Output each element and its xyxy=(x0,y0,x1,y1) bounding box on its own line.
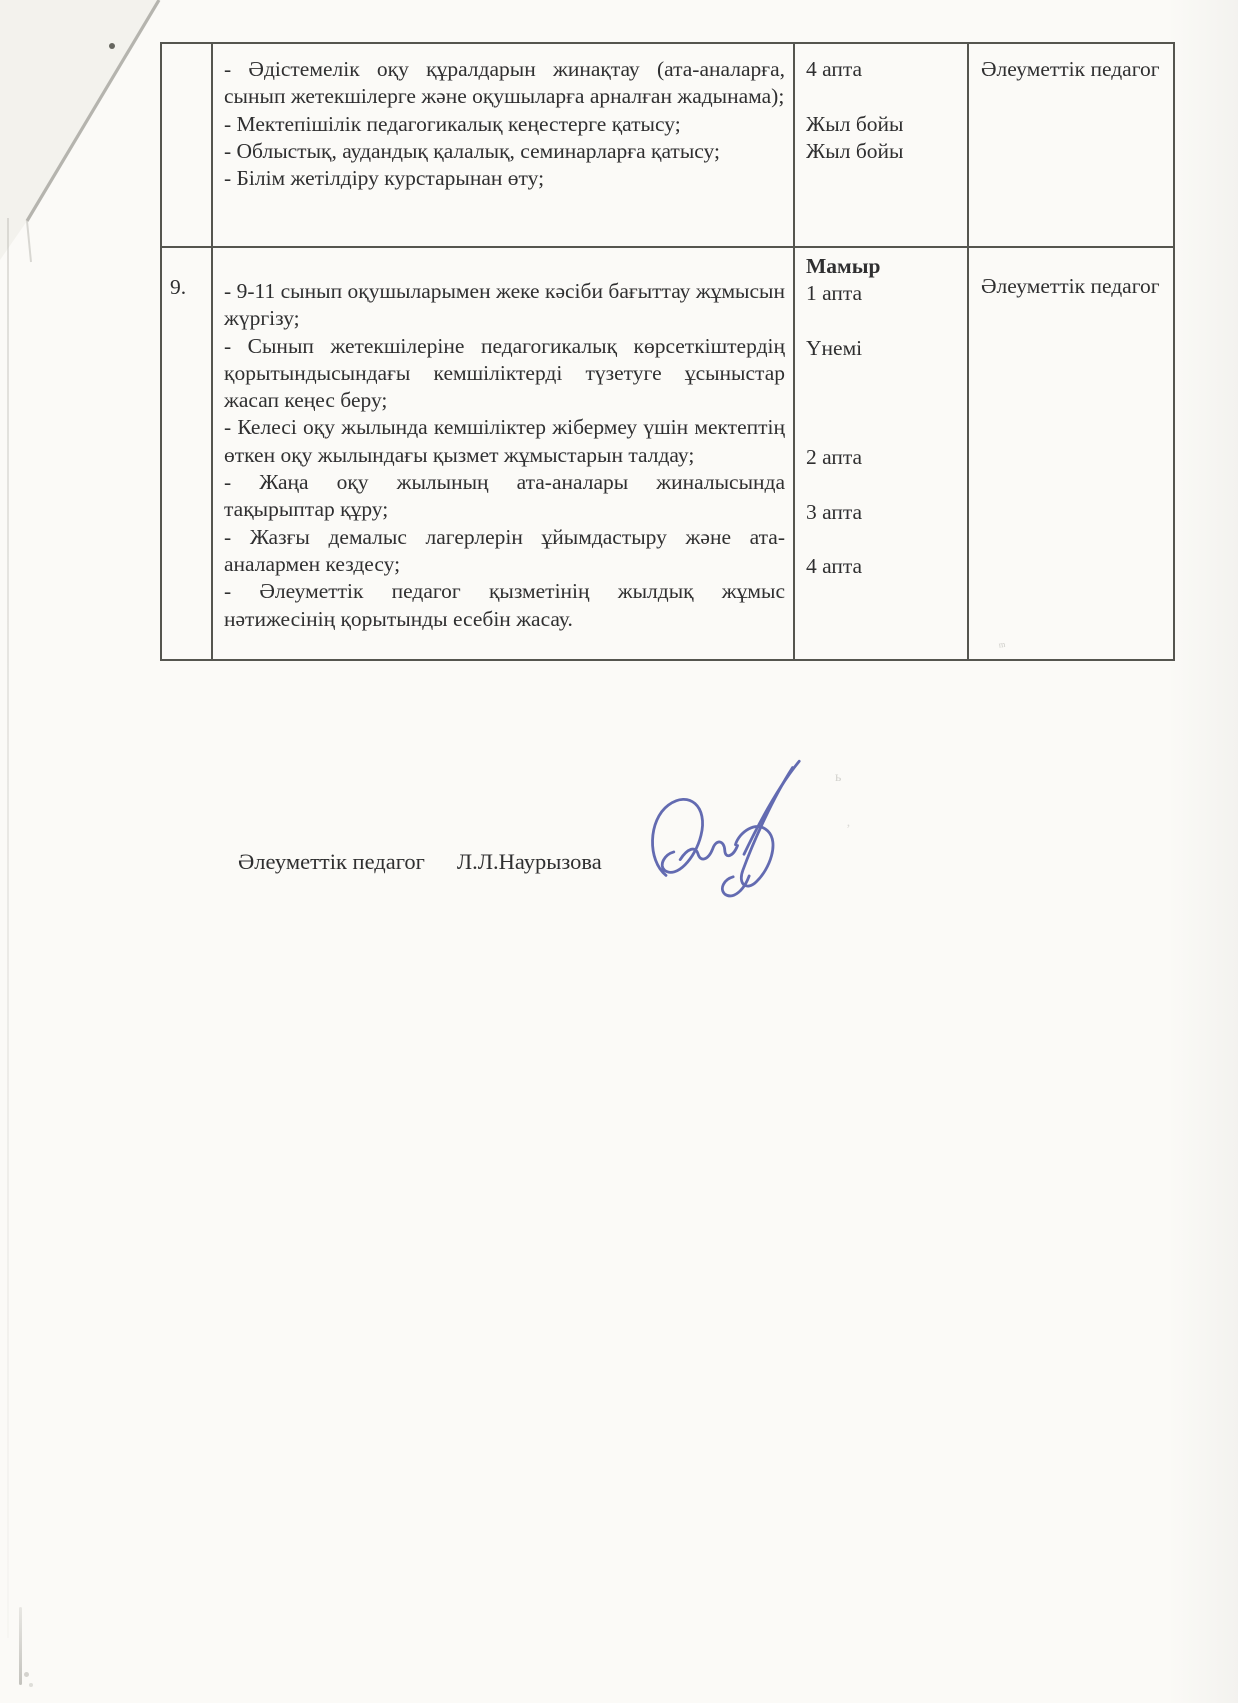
period-entry: 4 апта xyxy=(806,554,863,579)
period-entry: Жыл бойы xyxy=(806,111,904,136)
period-entry: 4 апта xyxy=(806,57,863,81)
responsible-cell xyxy=(968,43,1174,247)
activities-cell xyxy=(212,43,794,247)
pencil-mark: ь xyxy=(835,770,842,785)
scan-speck xyxy=(29,1683,33,1687)
period-list xyxy=(795,44,967,246)
period-entry xyxy=(806,526,963,553)
pencil-mark: ᵐ xyxy=(997,639,1007,656)
responsible-cell xyxy=(968,247,1174,660)
signature-block xyxy=(238,848,602,876)
period-entries xyxy=(806,56,963,165)
period-list xyxy=(795,248,967,659)
activity-item: - Әдістемелік оқу құралдарын жинақтау (ата-аналарға, сынып жетекшілерге және оқушыларға арналған жадынама); xyxy=(224,57,785,109)
period-entry xyxy=(806,362,963,389)
activities-list xyxy=(213,248,793,659)
period-entry xyxy=(806,83,963,110)
signature-name: Л.Л.Наурызова xyxy=(456,849,602,874)
activity-item: - Жаңа оқу жылының ата-аналары жиналысында тақырыптар құру; xyxy=(224,470,785,522)
work-plan-table xyxy=(160,42,1175,661)
period-entry: Жыл бойы xyxy=(806,138,904,163)
period-entry xyxy=(806,389,963,416)
row-number: 9. xyxy=(170,275,187,299)
activity-item: - Мектепішілік педагогикалық кеңестерге қатысу; xyxy=(224,111,681,136)
period-entry: 3 апта xyxy=(806,499,863,524)
scan-edge-shadow xyxy=(1168,0,1238,1703)
period-month-heading: Мамыр xyxy=(806,254,881,278)
activity-item: - Әлеуметтік педагог қызметінің жылдық жұмыс нәтижесінің қорытынды есебін жасау. xyxy=(224,579,785,631)
page-edge-artifact xyxy=(7,218,9,1638)
row-number-cell xyxy=(161,43,212,247)
activity-item: - 9-11 сынып оқушыларымен жеке кәсіби бағыттау жұмысын жүргізу; xyxy=(224,279,785,331)
activity-item: - Келесі оқу жылында кемшіліктер жібермеу үшін мектептің өткен оқу жылындағы қызмет жұмыстарын талдау; xyxy=(224,415,785,467)
row-number-cell xyxy=(161,247,212,660)
table-row-continuation xyxy=(161,43,1174,247)
bottom-left-scan-streak xyxy=(19,1607,22,1685)
activity-item: - Сынып жетекшілеріне педагогикалық көрсеткіштердің қорытындысындағы кемшіліктерді түзетуге ұсыныстар жасап кеңес беру; xyxy=(224,333,785,413)
responsible-person: Әлеуметтік педагог xyxy=(981,57,1160,81)
activities-list xyxy=(213,44,793,246)
period-entry: 1 апта xyxy=(806,281,863,306)
scan-speck xyxy=(24,1672,29,1677)
period-entry: Үнемі xyxy=(806,335,863,360)
activities-cell xyxy=(212,247,794,660)
activity-item: - Облыстық, аудандық қалалық, семинарларға қатысу; xyxy=(224,138,720,163)
period-entries xyxy=(806,280,963,580)
period-entry xyxy=(806,308,963,335)
activity-item: - Жазғы демалыс лагерлерін ұйымдастыру және ата-аналармен кездесу; xyxy=(224,524,785,576)
period-entry xyxy=(806,471,963,498)
row-number xyxy=(162,44,211,246)
handwritten-signature xyxy=(630,753,828,918)
pencil-mark: ‚ xyxy=(846,815,851,830)
period-cell xyxy=(794,247,968,660)
period-entry xyxy=(806,417,963,444)
activity-item: - Білім жетілдіру курстарынан өту; xyxy=(224,166,545,191)
signature-role: Әлеуметтік педагог xyxy=(238,849,425,874)
responsible-person: Әлеуметтік педагог xyxy=(981,274,1160,298)
table-row-9 xyxy=(161,247,1174,660)
period-cell xyxy=(794,43,968,247)
period-entry: 2 апта xyxy=(806,445,863,470)
